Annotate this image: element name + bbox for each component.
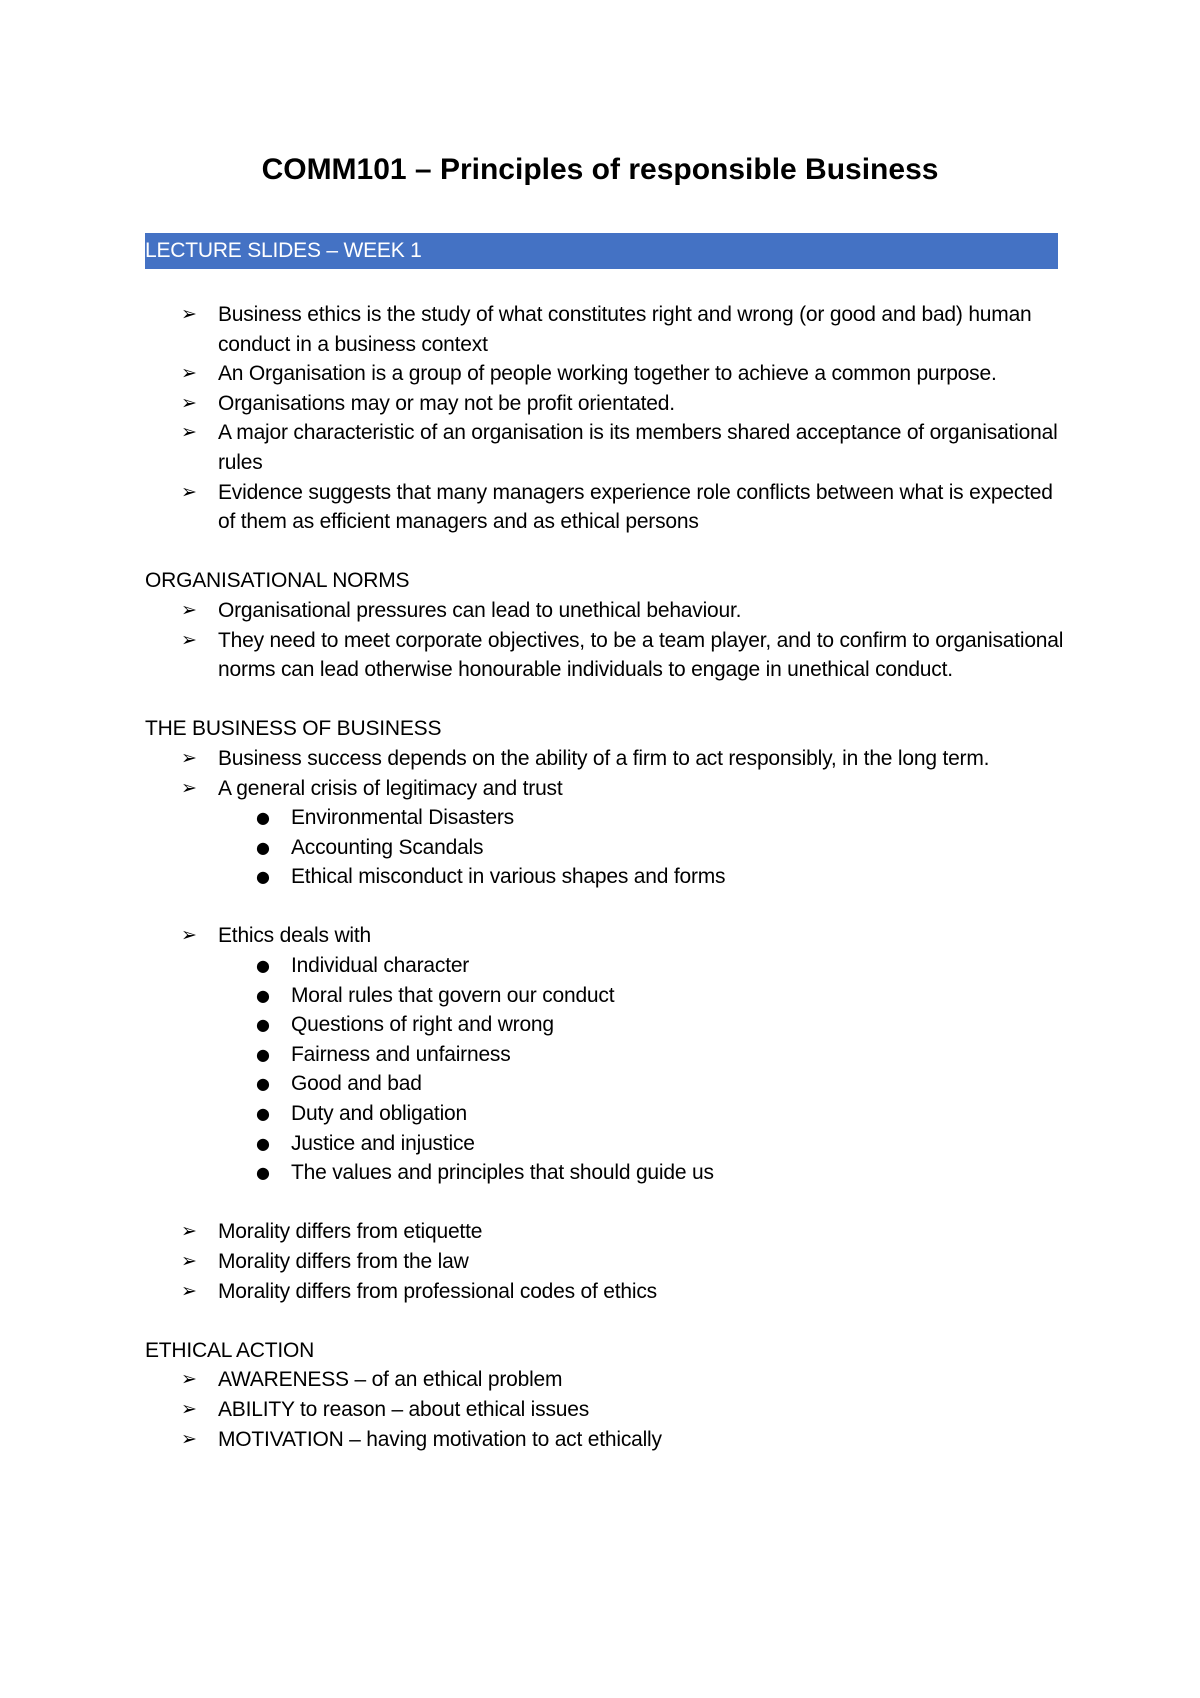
list-item (145, 626, 1065, 685)
organisational-norms-list (145, 596, 1065, 685)
dot-bullet-icon: ● (256, 956, 270, 976)
document-body (145, 300, 1065, 1454)
sub-list-item (145, 1099, 1065, 1129)
arrow-bullet-icon: ➢ (181, 628, 197, 651)
spacer (145, 685, 1065, 715)
dot-bullet-icon: ● (256, 1133, 270, 1153)
list-item (145, 774, 1065, 804)
ethics-sublist (145, 951, 1065, 1188)
morality-list (145, 1217, 1065, 1306)
sub-list-item-text: Environmental Disasters (291, 806, 514, 830)
spacer (145, 1188, 1065, 1218)
list-item-text: Morality differs from etiquette (218, 1220, 483, 1244)
spacer (145, 892, 1065, 922)
arrow-bullet-icon: ➢ (181, 1397, 197, 1420)
list-item (145, 1365, 1065, 1395)
section-heading-organisational-norms: ORGANISATIONAL NORMS (145, 569, 410, 593)
arrow-bullet-icon: ➢ (181, 1279, 197, 1302)
document-title: COMM101 – Principles of responsible Business (261, 153, 939, 186)
arrow-bullet-icon: ➢ (181, 362, 197, 385)
list-item-text: Morality differs from professional codes of ethics (218, 1279, 657, 1303)
arrow-bullet-icon: ➢ (181, 1368, 197, 1391)
list-item (145, 921, 1065, 951)
list-item-text: A major characteristic of an organisation is its members shared acceptance of organisational rules (218, 421, 1058, 474)
sub-list-item (145, 833, 1065, 863)
sub-list-item-text: Accounting Scandals (291, 835, 484, 859)
sub-list-item (145, 1040, 1065, 1070)
list-item-text: ABILITY to reason – about ethical issues (218, 1397, 590, 1421)
arrow-bullet-icon: ➢ (181, 924, 197, 947)
sub-list-item-text: Fairness and unfairness (291, 1042, 511, 1066)
list-item-text: Business success depends on the ability of a firm to act responsibly, in the long term. (218, 746, 990, 770)
list-item (145, 1395, 1065, 1425)
sub-list-item-text: Justice and injustice (291, 1131, 475, 1155)
list-item (145, 596, 1065, 626)
ethics-list (145, 921, 1065, 951)
sub-list-item-text: Good and bad (291, 1072, 422, 1096)
arrow-bullet-icon: ➢ (181, 1427, 197, 1450)
list-item (145, 418, 1065, 477)
dot-bullet-icon: ● (256, 1015, 270, 1035)
crisis-sublist (145, 803, 1065, 892)
list-item-text: Evidence suggests that many managers experience role conflicts between what is expected of them as efficient managers and as ethical persons (218, 480, 1053, 534)
business-of-business-list (145, 744, 1065, 803)
arrow-bullet-icon: ➢ (181, 303, 197, 325)
sub-list-item-text: Moral rules that govern our conduct (291, 983, 615, 1007)
arrow-bullet-icon: ➢ (181, 480, 197, 503)
intro-list (145, 300, 1065, 537)
arrow-bullet-icon: ➢ (181, 746, 197, 769)
sub-list-item-text: Ethical misconduct in various shapes and forms (291, 865, 726, 889)
section-banner (145, 233, 1058, 269)
list-item (145, 389, 1065, 419)
list-item (145, 1277, 1065, 1307)
list-item-text: Morality differs from the law (218, 1250, 469, 1273)
dot-bullet-icon: ● (256, 985, 270, 1005)
sub-list-item (145, 1069, 1065, 1099)
list-item-text: MOTIVATION – having motivation to act ethically (218, 1427, 662, 1451)
arrow-bullet-icon: ➢ (181, 391, 197, 414)
sub-list-item (145, 1158, 1065, 1188)
list-item (145, 478, 1065, 537)
arrow-bullet-icon: ➢ (181, 1220, 197, 1243)
sub-list-item (145, 981, 1065, 1011)
list-item (145, 1425, 1065, 1455)
list-item (145, 359, 1065, 389)
list-item (145, 300, 1065, 359)
list-item-text: An Organisation is a group of people working together to achieve a common purpose. (218, 362, 997, 386)
dot-bullet-icon: ● (256, 867, 270, 887)
sub-list-item (145, 1010, 1065, 1040)
arrow-bullet-icon: ➢ (181, 776, 197, 799)
sub-list-item (145, 1129, 1065, 1159)
dot-bullet-icon: ● (256, 1163, 270, 1183)
list-item-text: Business ethics is the study of what constitutes right and wrong (or good and bad) human conduct in a business context (218, 303, 1032, 356)
list-item (145, 744, 1065, 774)
list-item (145, 1247, 1065, 1277)
arrow-bullet-icon: ➢ (181, 598, 197, 621)
dot-bullet-icon: ● (256, 1104, 270, 1124)
dot-bullet-icon: ● (256, 1044, 270, 1064)
spacer (145, 1306, 1065, 1336)
list-item-text: Organisational pressures can lead to unethical behaviour. (218, 598, 742, 622)
list-item-text: Ethics deals with (218, 924, 372, 948)
arrow-bullet-icon: ➢ (181, 1250, 197, 1272)
list-item-text: AWARENESS – of an ethical problem (218, 1368, 563, 1392)
section-heading-business-of-business: THE BUSINESS OF BUSINESS (145, 717, 442, 741)
ethical-action-list (145, 1365, 1065, 1454)
sub-list-item (145, 803, 1065, 833)
section-heading-ethical-action: ETHICAL ACTION (145, 1338, 315, 1362)
sub-list-item (145, 862, 1065, 892)
sub-list-item-text: Individual character (291, 954, 470, 978)
spacer (145, 537, 1065, 567)
list-item-text: They need to meet corporate objectives, to be a team player, and to confirm to organisational norms can lead otherwise honourable individuals to engage in unethical conduct. (218, 628, 1064, 682)
sub-list-item-text: The values and principles that should guide us (291, 1161, 714, 1185)
dot-bullet-icon: ● (256, 1074, 270, 1094)
section-banner-label: LECTURE SLIDES – WEEK 1 (145, 239, 422, 262)
dot-bullet-icon: ● (256, 808, 270, 828)
list-item-text: A general crisis of legitimacy and trust (218, 776, 563, 800)
sub-list-item-text: Questions of right and wrong (291, 1013, 554, 1037)
sub-list-item-text: Duty and obligation (291, 1102, 467, 1126)
list-item (145, 1217, 1065, 1247)
list-item-text: Organisations may or may not be profit orientated. (218, 391, 675, 415)
sub-list-item (145, 951, 1065, 981)
arrow-bullet-icon: ➢ (181, 421, 197, 444)
dot-bullet-icon: ● (256, 837, 270, 857)
